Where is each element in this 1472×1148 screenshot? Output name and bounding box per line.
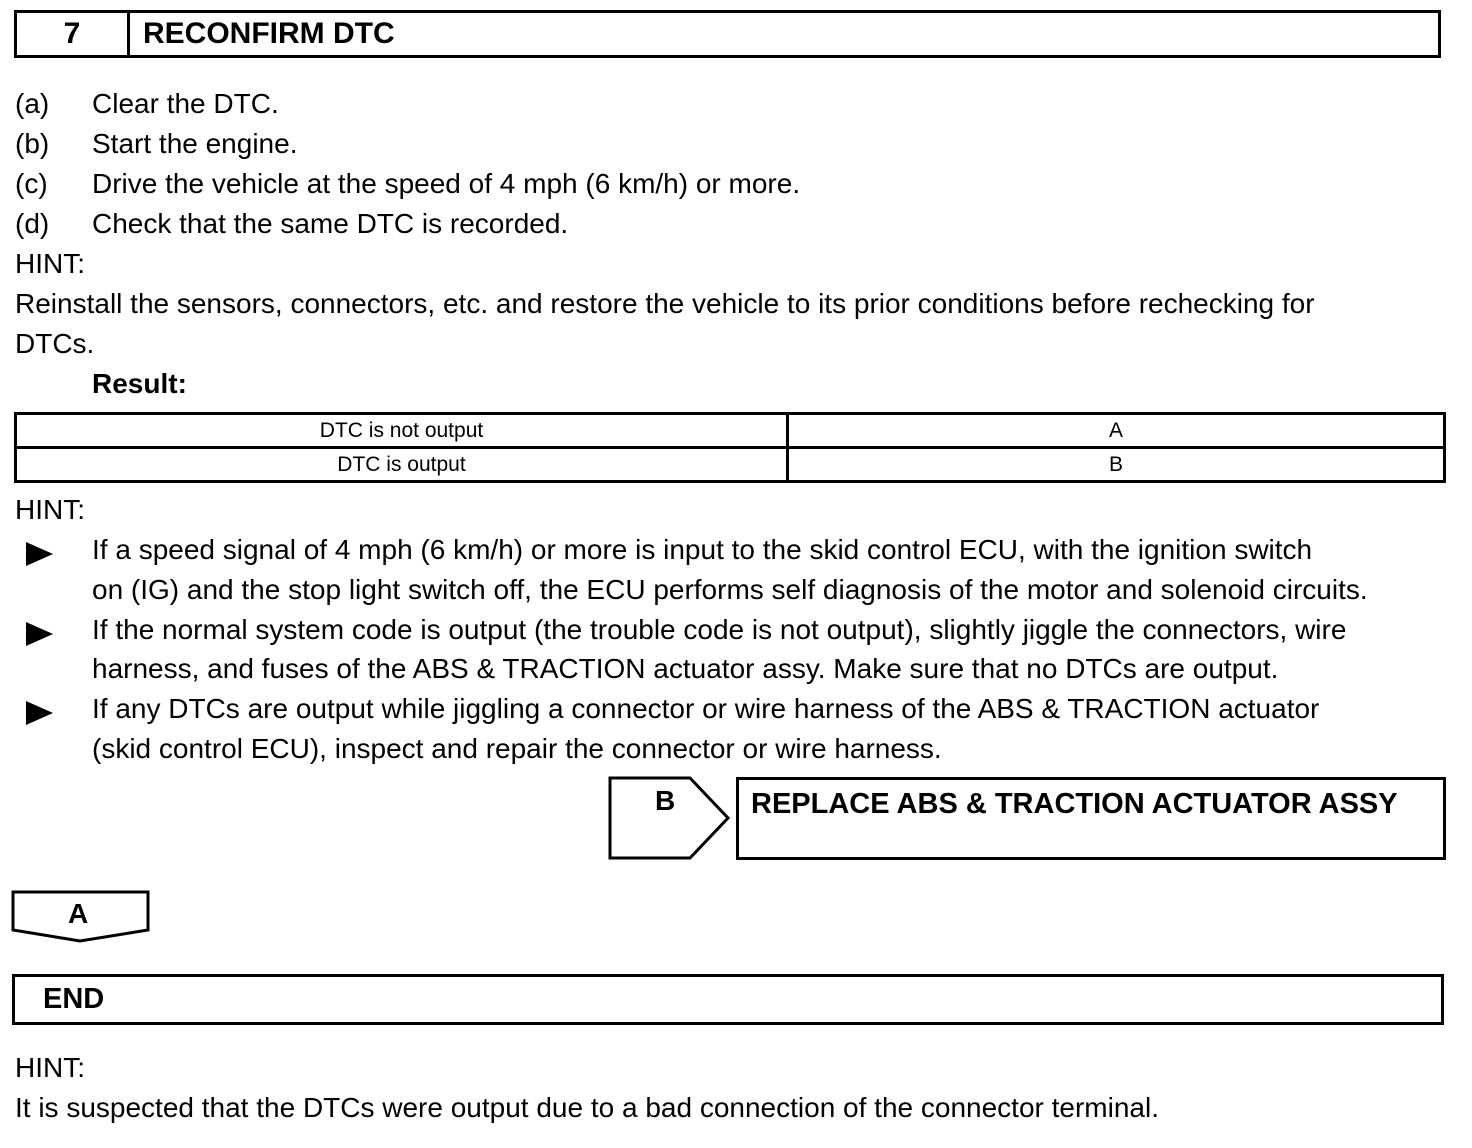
branch-a-letter: A bbox=[68, 898, 89, 929]
end-box bbox=[12, 974, 1444, 1025]
table-row bbox=[16, 414, 1445, 448]
step-label-c: (c) bbox=[15, 168, 48, 199]
table-row bbox=[16, 448, 1445, 482]
step-title: RECONFIRM DTC bbox=[143, 17, 395, 50]
bullet-arrow-icon bbox=[26, 622, 53, 646]
hint-text: Reinstall the sensors, connectors, etc. and restore the vehicle to its prior conditions before rechecking for bbox=[15, 288, 1315, 319]
step-text-a: Clear the DTC. bbox=[92, 88, 279, 119]
action-text: REPLACE ABS & TRACTION ACTUATOR ASSY bbox=[751, 788, 1398, 820]
table-cell-result: B bbox=[788, 448, 1445, 482]
table-cell-condition: DTC is output bbox=[16, 448, 788, 482]
hint-bullet-line: If a speed signal of 4 mph (6 km/h) or more is input to the skid control ECU, with the ignition switch bbox=[92, 534, 1313, 565]
hint-bullet-line: (skid control ECU), inspect and repair the connector or wire harness. bbox=[92, 733, 942, 764]
step-text-c: Drive the vehicle at the speed of 4 mph (6 km/h) or more. bbox=[92, 168, 801, 199]
step-label-d: (d) bbox=[15, 208, 50, 239]
table-cell-condition: DTC is not output bbox=[16, 414, 788, 448]
step-text-d: Check that the same DTC is recorded. bbox=[92, 208, 569, 239]
action-box-replace bbox=[736, 777, 1446, 860]
branch-b-letter: B bbox=[655, 785, 676, 816]
hint-text: It is suspected that the DTCs were output due to a bad connection of the connector terminal. bbox=[15, 1092, 1159, 1123]
hint-bullet-line: on (IG) and the stop light switch off, the ECU performs self diagnosis of the motor and solenoid circuits. bbox=[92, 574, 1368, 605]
hint-label: HINT: bbox=[15, 248, 85, 279]
step-number: 7 bbox=[17, 13, 130, 55]
step-label-b: (b) bbox=[15, 128, 50, 159]
hint-text: DTCs. bbox=[15, 328, 95, 359]
hint-bullet-line: If any DTCs are output while jiggling a connector or wire harness of the ABS & TRACTION actuator bbox=[92, 693, 1320, 724]
step-label-a: (a) bbox=[15, 88, 50, 119]
hint-label: HINT: bbox=[15, 494, 85, 525]
hint-bullet-line: If the normal system code is output (the trouble code is not output), slightly jiggle the connectors, wire bbox=[92, 614, 1347, 645]
bullet-arrow-icon bbox=[26, 701, 53, 725]
result-label: Result: bbox=[92, 368, 187, 399]
result-table bbox=[14, 412, 1446, 483]
step-header bbox=[14, 10, 1441, 58]
bullet-arrow-icon bbox=[26, 542, 53, 566]
end-label: END bbox=[43, 983, 105, 1015]
hint-bullet-line: harness, and fuses of the ABS & TRACTION actuator assy. Make sure that no DTCs are output. bbox=[92, 653, 1279, 684]
step-text-b: Start the engine. bbox=[92, 128, 298, 159]
table-cell-result: A bbox=[788, 414, 1445, 448]
hint-label: HINT: bbox=[15, 1052, 85, 1083]
